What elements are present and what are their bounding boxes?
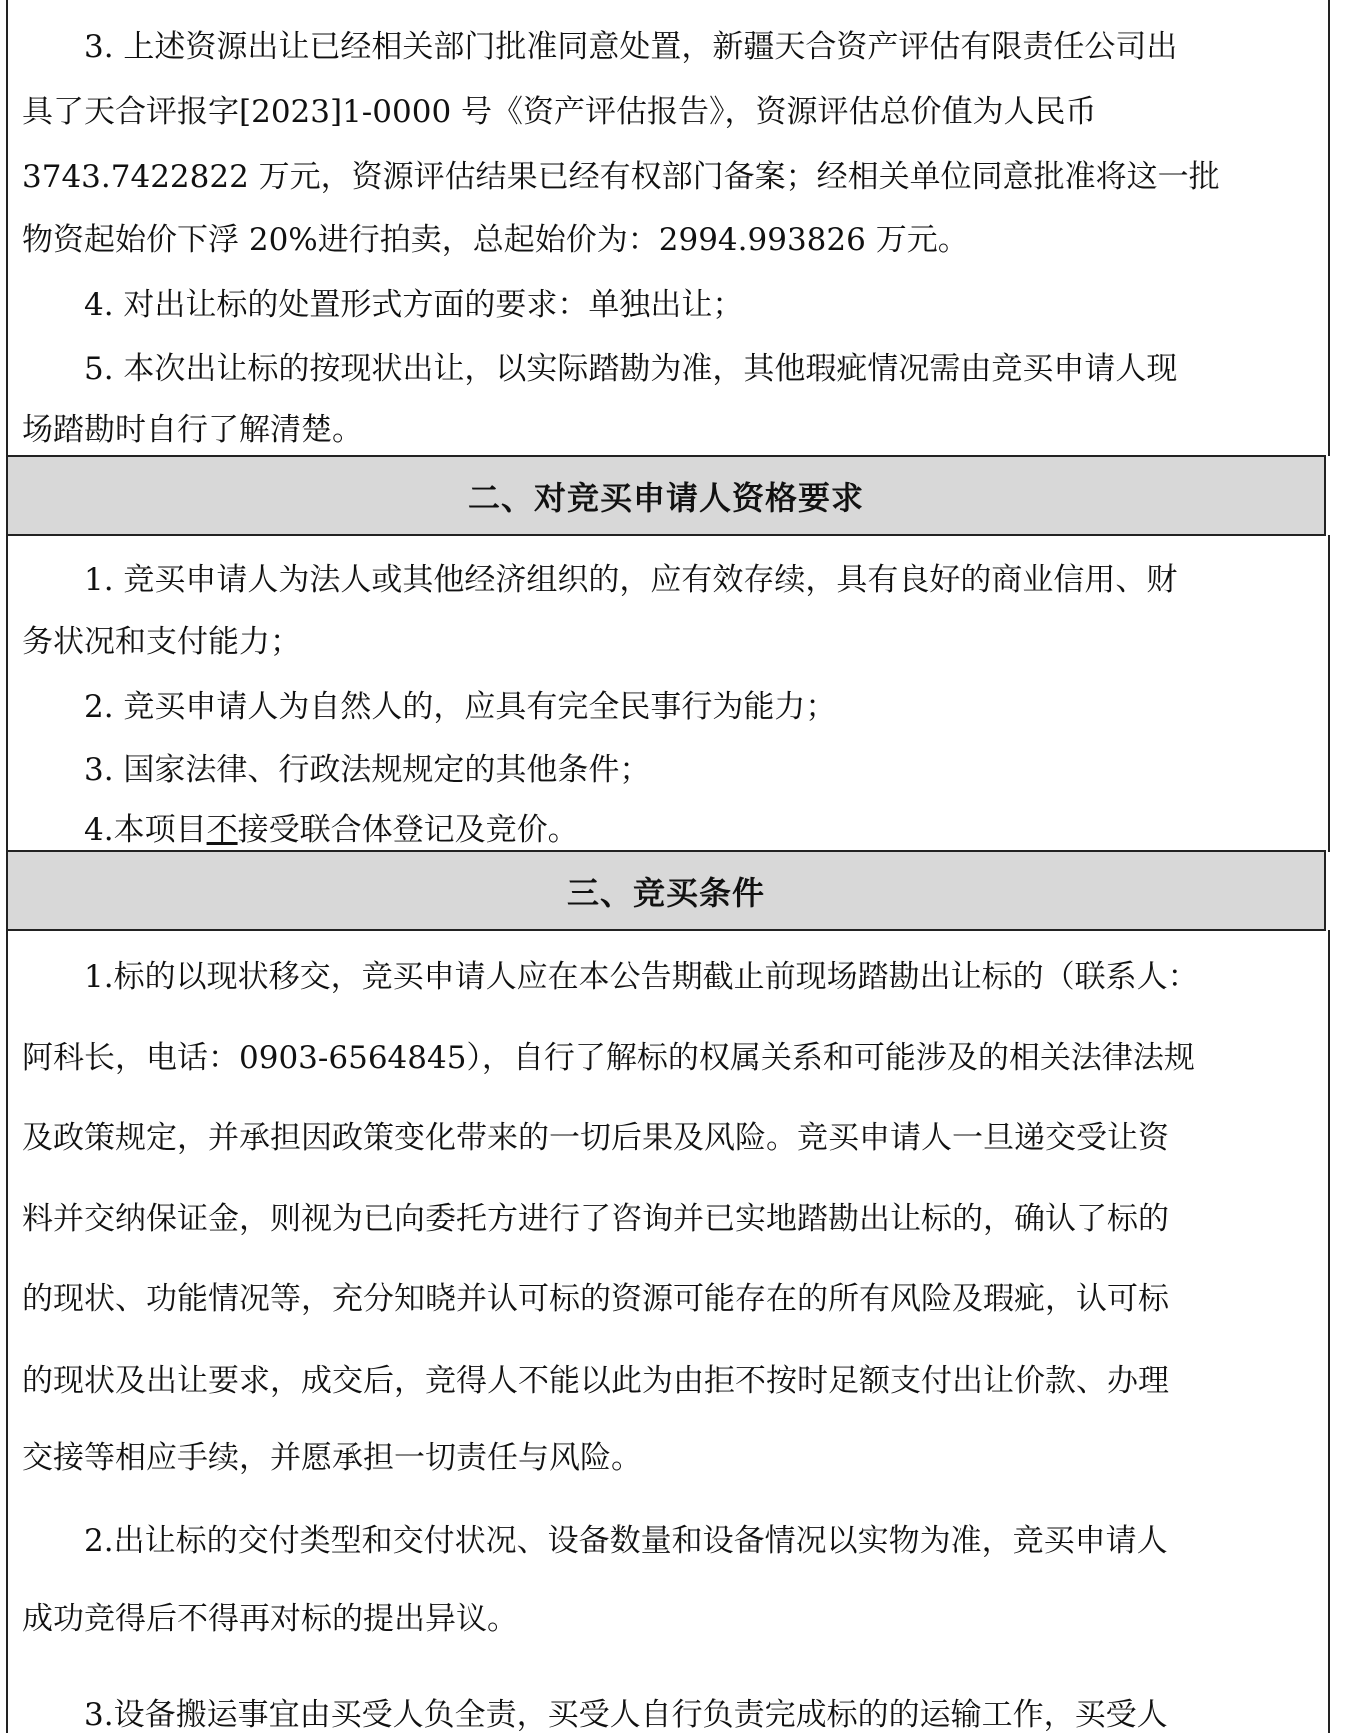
paragraph-line [22, 812, 1322, 848]
document-page [6, 0, 1328, 1733]
section-3-title: 三、竞买条件 [566, 873, 765, 912]
paragraph-line: 3. 上述资源出让已经相关部门批准同意处置，新疆天合资产评估有限责任公司出 [22, 29, 1178, 65]
paragraph-line: 3743.7422822 万元，资源评估结果已经有权部门备案；经相关单位同意批准将这一批 [22, 159, 1220, 195]
paragraph-line: 成功竞得后不得再对标的提出异议。 [22, 1601, 518, 1637]
paragraph-line: 交接等相应手续，并愿承担一切责任与风险。 [22, 1440, 642, 1476]
underlined-word: 不 [206, 812, 238, 848]
section-3-body [6, 930, 1330, 1733]
paragraph-line: 4. 对出让标的处置形式方面的要求：单独出让； [22, 287, 744, 323]
paragraph-line: 物资起始价下浮 20%进行拍卖，总起始价为：2994.993826 万元。 [22, 222, 969, 258]
section-2-header [6, 455, 1326, 536]
paragraph-line: 阿科长，电话：0903-6564845），自行了解标的权属关系和可能涉及的相关法律法规 [22, 1040, 1195, 1076]
paragraph-line: 具了天合评报字[2023]1-0000 号《资产评估报告》，资源评估总价值为人民币 [22, 94, 1097, 130]
paragraph-line: 3. 国家法律、行政法规规定的其他条件； [22, 752, 651, 788]
paragraph-line: 5. 本次出让标的按现状出让，以实际踏勘为准，其他瑕疵情况需由竞买申请人现 [22, 351, 1178, 387]
paragraph-line: 场踏勘时自行了解清楚。 [22, 412, 363, 448]
paragraph-line: 务状况和支付能力； [22, 624, 301, 660]
paragraph-line: 料并交纳保证金，则视为已向委托方进行了咨询并已实地踏勘出让标的，确认了标的 [22, 1201, 1169, 1237]
section-3-header [6, 850, 1326, 931]
paragraph-line: 2. 竞买申请人为自然人的，应具有完全民事行为能力； [22, 689, 837, 725]
paragraph-line: 1. 竞买申请人为法人或其他经济组织的，应有效存续，具有良好的商业信用、财 [22, 562, 1178, 598]
line-prefix: 4.本项目 [22, 812, 207, 848]
paragraph-line: 1.标的以现状移交，竞买申请人应在本公告期截止前现场踏勘出让标的（联系人： [22, 959, 1199, 995]
section-2-title: 二、对竞买申请人资格要求 [467, 478, 864, 517]
paragraph-line: 2.出让标的交付类型和交付状况、设备数量和设备情况以实物为准，竞买申请人 [22, 1523, 1168, 1559]
section-1-body [6, 0, 1330, 456]
paragraph-line: 的现状、功能情况等，充分知晓并认可标的资源可能存在的所有风险及瑕疵，认可标 [22, 1281, 1169, 1317]
section-2-body [6, 535, 1330, 852]
line-suffix: 接受联合体登记及竞价。 [237, 812, 579, 848]
paragraph-line: 3.设备搬运事宜由买受人负全责，买受人自行负责完成标的的运输工作，买受人 [22, 1697, 1168, 1733]
paragraph-line: 及政策规定，并承担因政策变化带来的一切后果及风险。竞买申请人一旦递交受让资 [22, 1120, 1169, 1156]
paragraph-line: 的现状及出让要求，成交后，竞得人不能以此为由拒不按时足额支付出让价款、办理 [22, 1363, 1169, 1399]
